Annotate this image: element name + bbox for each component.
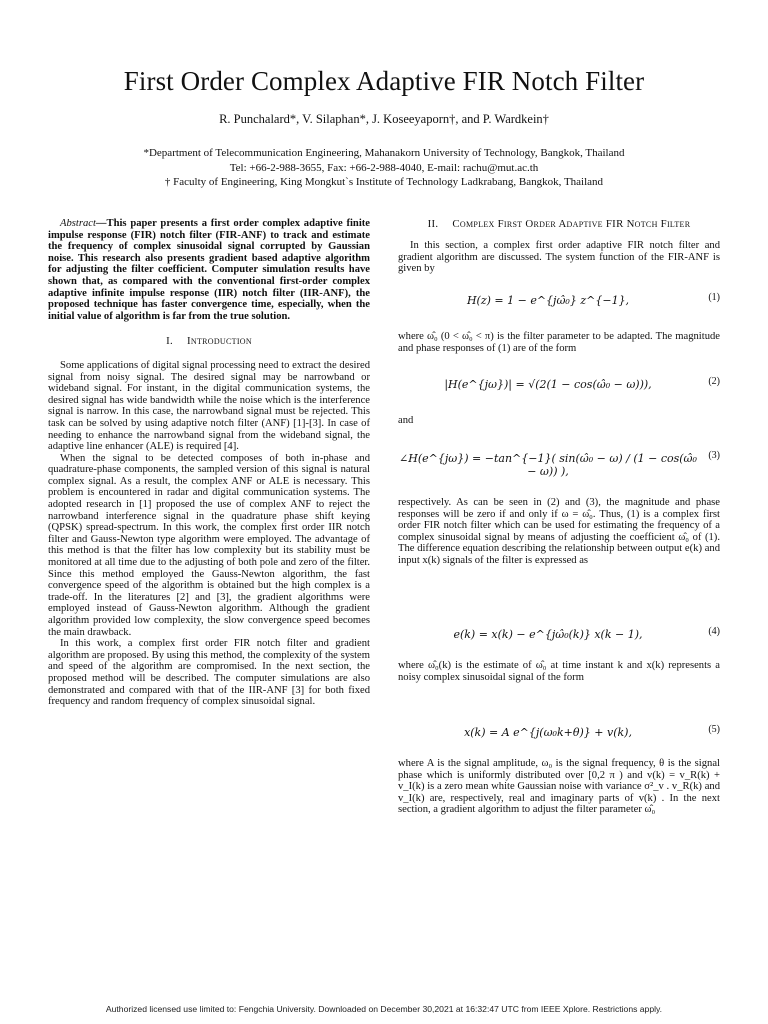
paper-title: First Order Complex Adaptive FIR Notch Filter <box>123 66 645 96</box>
equation-5 <box>398 726 720 748</box>
equation-number: (1) <box>708 292 720 303</box>
section2-paragraph-5 <box>398 660 720 683</box>
ieee-license-footer: Authorized licensed use limited to: Fengchia University. Downloaded on December 30,2021 at 16:32:47 UTC from IEEE Xplore. Restrictions apply. <box>105 1004 663 1014</box>
equation-body: |H(e^{jω})| = √(2(1 − cos(ω̂₀ − ω))), <box>444 378 652 391</box>
section2-paragraph-3 <box>398 415 720 427</box>
paragraph-text: where A is the signal amplitude, ω₀ is the signal frequency, θ is the signal phase which is uniformly distributed over [0,2 π ) and v(k) = v_R(k) + v_I(k) is a zero mean white Gaussian noise with variance σ²_v . v_R(k) and v_I(k) are, respectively, real and imaginary parts of v(k) . In the next section, a gradient algorithm to adjust the filter parameter ω̂₀ <box>398 758 720 816</box>
section2-paragraph-4 <box>398 497 720 567</box>
equation-1 <box>398 294 720 316</box>
equation-number: (5) <box>708 724 720 735</box>
equation-body: H(z) = 1 − e^{jω̂₀} z^{−1}, <box>466 294 630 307</box>
section-title: Complex First Order Adaptive FIR Notch Filter <box>452 218 691 230</box>
section-number: II. <box>427 218 439 230</box>
section-number: I. <box>166 335 173 348</box>
abstract-lead: Abstract <box>60 218 96 229</box>
author-list: R. Punchalard*, V. Silaphan*, J. Koseeyaporn†, and P. Wardkein† <box>219 112 549 126</box>
paragraph-text: where ω̂₀(k) is the estimate of ω̂₀ at time instant k and x(k) represents a noisy complex sinusoidal signal of the form <box>398 660 720 683</box>
abstract <box>48 218 370 322</box>
section2-paragraph-6 <box>398 758 720 816</box>
equation-3 <box>398 450 720 478</box>
left-column <box>48 218 370 708</box>
affiliation-2: † Faculty of Engineering, King Mongkut`s Institute of Technology Ladkrabang, Bangkok, Thailand <box>164 176 604 188</box>
equation-body: e(k) = x(k) − e^{jω̂₀(k)} x(k − 1), <box>453 628 643 641</box>
equation-number: (2) <box>708 376 720 387</box>
affiliation-contact: Tel: +66-2-988-3655, Fax: +66-2-988-4040, E-mail: rachu@mut.ac.th <box>229 162 539 174</box>
equation-body: ∠H(e^{jω}) = −tan^{−1}( sin(ω̂₀ − ω) / (1 − cos(ω̂₀ − ω)) ), <box>399 452 697 478</box>
section-heading-fir-anf-wrap <box>398 219 720 231</box>
equation-body: x(k) = A e^{j(ω₀k+θ)} + v(k), <box>464 726 632 739</box>
equation-4 <box>398 628 720 650</box>
intro-paragraph-1: Some applications of digital signal processing need to extract the desired signal from noisy signal. The desired signal may be narrowband or wideband signal. For instant, in the digital communication systems, the desired signal has wide bandwidth while the noise which is the interference signal is narrow. In this case, the narrowband signal must be rejected. This task can be solved by using adaptive notch filter (ANF) [1]-[3]. In case of needing to enhance the narrowband signal from the wideband signal, the adaptive line enhancer (ALE) is required [4]. <box>48 359 370 453</box>
intro-paragraph-2: When the signal to be detected composes of both in-phase and quadrature-phase components, the sampled version of this signal is natural complex signal. As a result, the complex ANF or ALE is necessary. This problem is encountered in radar and digital communication systems. The adopted research in [1] proposed the use of complex ANF to reject the narrowband interference signal in the quadrature phase shift keying (QPSK) spread-spectrum. In this work, the complex first order IIR notch filter and Gauss-Newton type algorithm were employed. The advantage of this method is that the filter has low complexity but its stability must be monitored at all time due to the adjusting of both pole and zero of the filter. Since this method employed the Gauss-Newton algorithm, the fast convergence speed of the algorithm is obtained but the high complex is a trade-off. In the literatures [2] and [3], the gradient algorithms were employed instead of Gauss-Newton algorithm. Although the gradient algorithm provided low complexity, the slow convergence speed becomes the main drawback. <box>48 452 370 638</box>
paragraph-text: and <box>398 415 414 426</box>
equation-2 <box>398 378 720 400</box>
section-heading-introduction <box>48 336 370 348</box>
section-heading-fir-anf <box>398 219 720 231</box>
abstract-text: —This paper presents a first order complex adaptive finite impulse response (FIR) notch filter (FIR-ANF) to track and estimate the frequency of complex sinusoidal signal corrupted by Gaussian noise. This research also presents gradient based adaptive algorithm for adjusting the filter coefficient. Computer simulation results have shown that, as compared with the conventional first-order complex adaptive infinite impulse response (IIR) notch filter (IIR-ANF), the proposed technique has faster convergence time, especially, when the initial value of algorithm is far from the true solution. <box>48 218 370 322</box>
section2-paragraph-1 <box>398 240 720 275</box>
paragraph-text: In this section, a complex first order adaptive FIR notch filter and gradient algorithm are discussed. The system function of the FIR-ANF is given by <box>398 240 720 275</box>
equation-number: (4) <box>708 626 720 637</box>
section2-paragraph-2 <box>398 331 720 354</box>
paragraph-text: respectively. As can be seen in (2) and (3), the magnitude and phase responses will be zero if and only if ω = ω̂₀. Thus, (1) is a complex first order FIR notch filter which can be used for estimating the frequency of a complex sinusoidal signal by means of adjusting the coefficient ω̂₀ of (1). The difference equation describing the relationship between output e(k) and input x(k) signals of the filter is expressed as <box>398 497 720 566</box>
intro-paragraph-3: In this work, a complex first order FIR notch filter and gradient algorithm are proposed. By using this method, the complexity of the system and speed of the algorithm are compromised. In the next section, the proposed method will be described. The computer simulations are also demonstrated and compared with that of the IIR-ANF [3] for both fixed frequency and random frequency of complex sinusoidal signal. <box>48 638 370 708</box>
affiliation-1: *Department of Telecommunication Engineering, Mahanakorn University of Technology, Bangkok, Thailand <box>143 147 625 159</box>
section-title: Introduction <box>186 335 252 348</box>
equation-number: (3) <box>708 450 720 461</box>
paragraph-text: where ω̂₀ (0 < ω̂₀ < π) is the filter parameter to be adapted. The magnitude and phase responses of (1) are of the form <box>398 331 720 354</box>
